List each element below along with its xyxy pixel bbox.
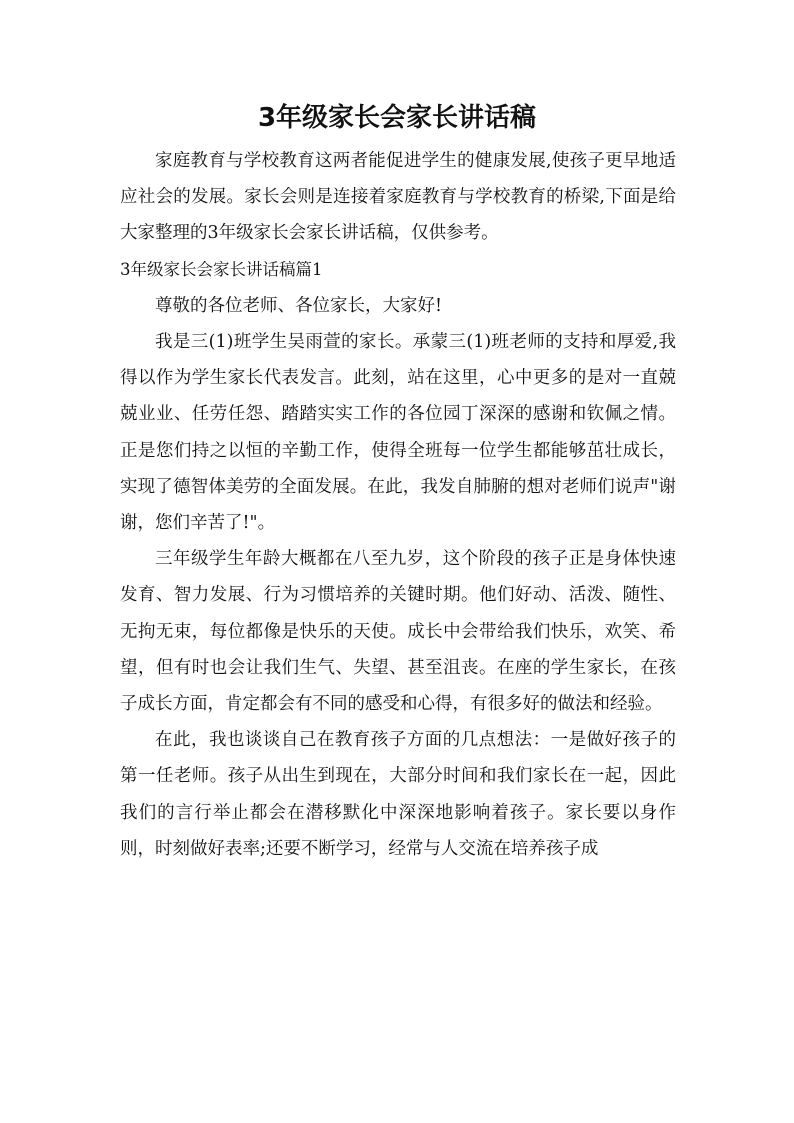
- body-paragraph: 我是三(1)班学生吴雨萱的家长。承蒙三(1)班老师的支持和厚爱,我得以作为学生家长代表发言。此刻，站在这里，心中更多的是对一直兢兢业业、任劳任怨、踏踏实实工作的各位园丁深深的感谢和钦佩之情。正是您们持之以恒的辛勤工作，使得全班每一位学生都能够茁壮成长，实现了德智体美劳的全面发展。在此，我发自肺腑的想对老师们说声"谢谢，您们辛苦了!"。: [120, 332, 676, 534]
- intro-paragraph: 家庭教育与学校教育这两者能促进学生的健康发展,使孩子更早地适应社会的发展。家长会则是连接着家庭教育与学校教育的桥梁,下面是给大家整理的3年级家长会家长讲话稿，仅供参考。: [120, 151, 676, 244]
- document-body: [120, 143, 676, 867]
- body-paragraph: 在此，我也谈谈自己在教育孩子方面的几点想法：一是做好孩子的第一任老师。孩子从出生到现在，大部分时间和我们家长在一起，因此我们的言行举止都会在潜移默化中深深地影响着孩子。家长要以身作则，时刻做好表率;还要不断学习，经常与人交流在培养孩子成: [120, 730, 676, 859]
- section-subheading: 3年级家长会家长讲话稿篇1: [120, 259, 323, 279]
- document-title: 3年级家长会家长讲话稿: [257, 103, 537, 133]
- body-paragraph: 三年级学生年龄大概都在八至九岁，这个阶段的孩子正是身体快速发育、智力发展、行为习惯培养的关键时期。他们好动、活泼、随性、无拘无束，每位都像是快乐的天使。成长中会带给我们快乐，欢笑、希望，但有时也会让我们生气、失望、甚至沮丧。在座的学生家长，在孩子成长方面，肯定都会有不同的感受和心得，有很多好的做法和经验。: [120, 549, 676, 715]
- greeting-paragraph: 尊敬的各位老师、各位家长，大家好!: [155, 295, 443, 316]
